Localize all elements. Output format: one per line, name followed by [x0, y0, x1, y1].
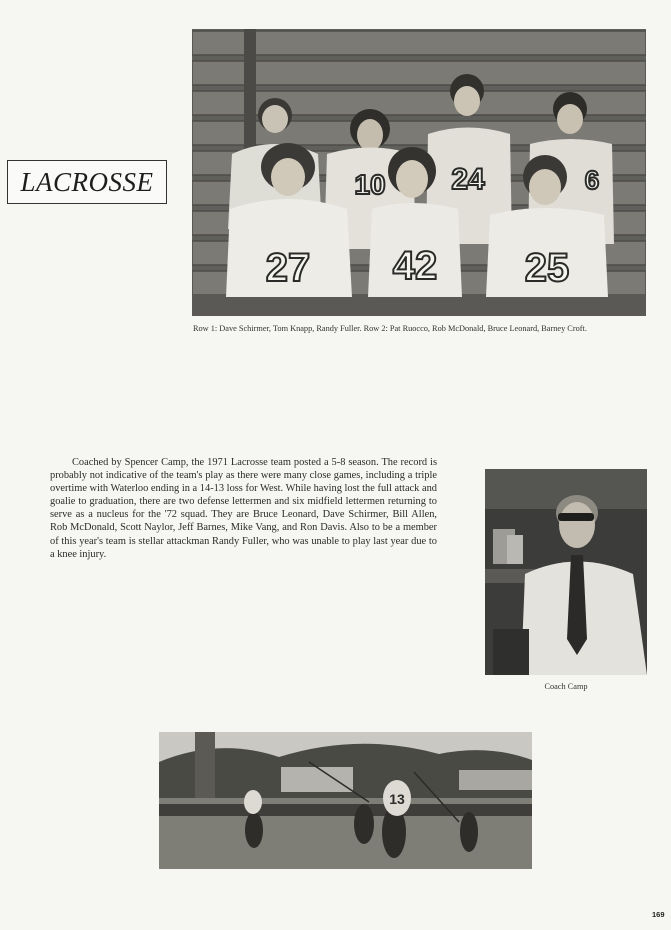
coach-photo-caption: Coach Camp: [544, 682, 588, 691]
team-photo-image: [192, 29, 646, 316]
game-photo-image: [159, 732, 532, 869]
article-paragraph: Coached by Spencer Camp, the 1971 Lacrosse team posted a 5-8 season. The record is probably not indicative of the team's play as there were many close games, including a triple overtime with Waterloo ending in a 14-13 loss for West. While having lost the full attack and goalie to graduation, there are two defense lettermen and six midfield lettermen returning to serve as a nucleus for the '72 squad. They are Bruce Leonard, Dave Schirmer, Bill Allen, Rob McDonald, Scott Naylor, Jeff Barnes, Mike Vang, and Ron Davis. Also to be a member of this year's team is stellar attackman Randy Fuller, who was unable to play last year due to a knee injury.: [50, 457, 437, 560]
section-title: LACROSSE: [20, 166, 154, 197]
game-action-photo: [159, 732, 532, 869]
coach-photo-image: [485, 469, 647, 675]
jersey-number: 24: [451, 163, 485, 196]
jersey-number: 25: [524, 246, 570, 290]
jersey-number: 13: [389, 791, 405, 807]
article-text: [50, 456, 437, 561]
jersey-number: 42: [392, 244, 438, 288]
jersey-number: 27: [265, 246, 311, 290]
jersey-number: 10: [354, 169, 386, 200]
team-photo-caption: Row 1: Dave Schirmer, Tom Knapp, Randy Fuller. Row 2: Pat Ruocco, Rob McDonald, Bruce Leonard, Barney Croft.: [193, 324, 587, 333]
page-number: 169: [652, 910, 665, 919]
section-title-box: [7, 160, 167, 204]
jersey-number: 6: [584, 165, 600, 195]
coach-photo: [485, 469, 647, 675]
team-photo: [192, 29, 646, 316]
